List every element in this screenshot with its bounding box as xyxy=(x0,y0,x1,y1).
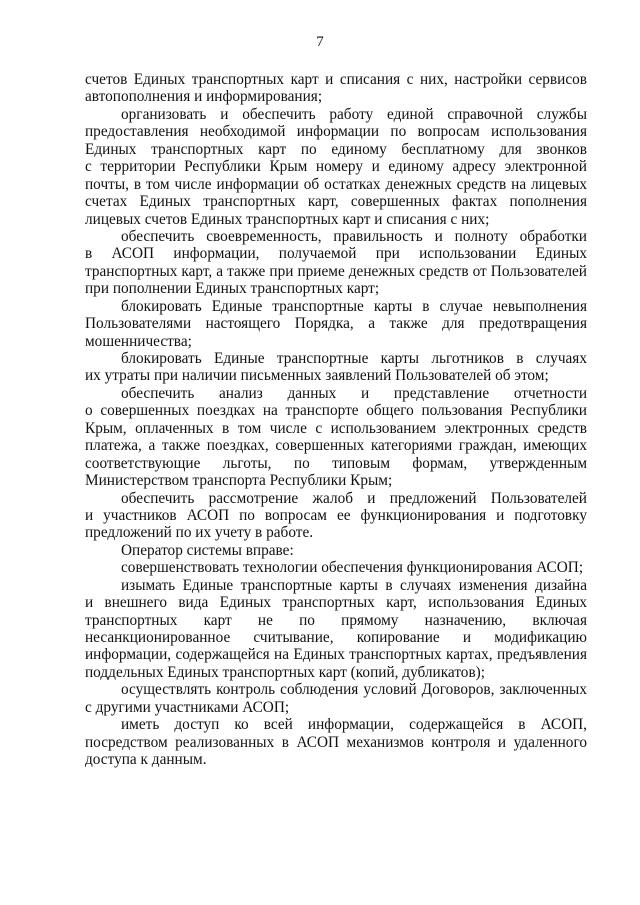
text-line: обеспечить рассмотрение жалоб и предложений Пользователей xyxy=(121,489,587,507)
text-line: их утраты при наличии письменных заявлений Пользователей об этом; xyxy=(85,367,549,385)
text-line: осуществлять контроль соблюдения условий Договоров, заключенных xyxy=(121,681,587,699)
text-line: и внешнего вида Единых транспортных карт, использования Единых xyxy=(85,594,587,612)
text-line: Пользователями настоящего Порядка, а также для предотвращения xyxy=(85,315,587,333)
text-line: с другими участниками АСОП; xyxy=(85,698,290,716)
text-line: Единых транспортных карт по единому бесплатному для звонков xyxy=(85,140,587,158)
body-text xyxy=(85,71,587,769)
text-line: Крым, оплаченных в том числе с использованием электронных средств xyxy=(85,419,587,437)
text-line: несанкционированное считывание, копирование и модификацию xyxy=(85,629,587,646)
text-line: соответствующие льготы, по типовым формам, утвержденным xyxy=(85,454,587,472)
text-line: Министерством транспорта Республики Крым; xyxy=(85,472,393,490)
text-line: обеспечить своевременность, правильность и полноту обработки xyxy=(121,227,587,245)
text-line: в АСОП информации, получаемой при использовании Единых xyxy=(85,245,587,263)
text-line: предоставления необходимой информации по вопросам использования xyxy=(85,123,587,141)
text-line: транспортных карт, а также при приеме денежных средств от Пользователей xyxy=(85,262,587,280)
text-line: организовать и обеспечить работу единой справочной службы xyxy=(121,105,587,123)
text-line: счетов Единых транспортных карт и списания с них, настройки сервисов xyxy=(85,71,587,88)
text-line: почты, в том числе информации об остатках денежных средств на лицевых xyxy=(85,175,587,193)
text-line: лицевых счетов Единых транспортных карт и списания с них; xyxy=(85,210,490,228)
text-line: посредством реализованных в АСОП механизмов контроля и удаленного xyxy=(85,733,587,751)
text-line: информации, содержащейся на Единых транспортных картах, предъявления xyxy=(85,646,587,664)
text-line: блокировать Единые транспортные карты в случае невыполнения xyxy=(121,297,587,315)
text-line: иметь доступ ко всей информации, содержащейся в АСОП, xyxy=(121,716,587,734)
text-line: поддельных Единых транспортных карт (копий, дубликатов); xyxy=(85,663,486,681)
text-line: обеспечить анализ данных и представление отчетности xyxy=(121,384,587,402)
text-line: предложений по их учету в работе. xyxy=(85,524,314,542)
text-line: о совершенных поездках на транспорте общего пользования Республики xyxy=(85,402,587,420)
page-number: 7 xyxy=(316,34,324,50)
text-line: автопополнения и информирования; xyxy=(85,88,323,106)
text-line: с территории Республики Крым номеру и единому адресу электронной xyxy=(85,158,587,176)
text-line: и участников АСОП по вопросам ее функционирования и подготовку xyxy=(85,506,587,524)
text-line: доступа к данным. xyxy=(85,751,207,769)
text-line: платежа, а также поездках, совершенных категориями граждан, имеющих xyxy=(85,437,587,455)
text-line: счетах Единых транспортных карт, совершенных фактах пополнения xyxy=(85,193,587,211)
text-line: блокировать Единые транспортные карты льготников в случаях xyxy=(121,350,587,367)
text-line: изымать Единые транспортные карты в случаях изменения дизайна xyxy=(121,576,587,594)
text-line: транспортных карт не по прямому назначению, включая xyxy=(85,611,587,629)
text-line: мошенничества; xyxy=(85,332,192,350)
text-line: совершенствовать технологии обеспечения функционирования АСОП; xyxy=(121,559,584,577)
text-line: при пополнении Единых транспортных карт; xyxy=(85,280,380,298)
text-line: Оператор системы вправе: xyxy=(121,541,294,559)
